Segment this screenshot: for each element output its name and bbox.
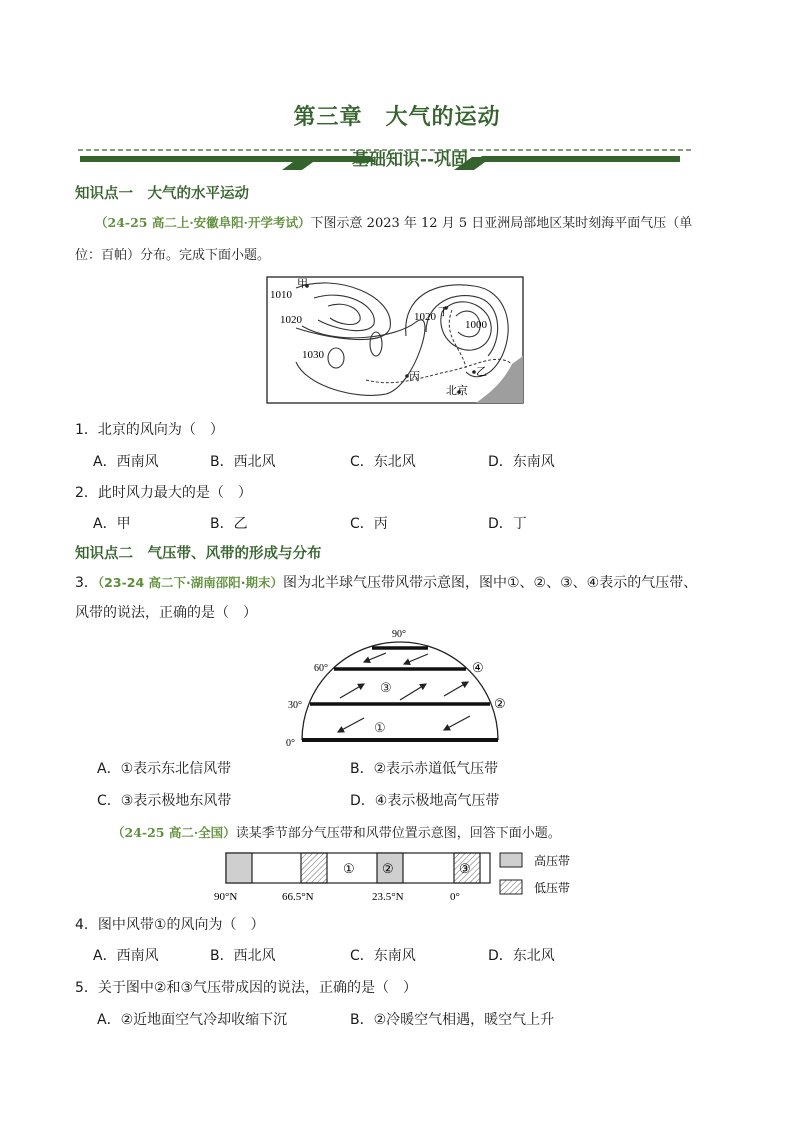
diagram-label-2: ② [494, 696, 506, 711]
belt-axis-23n: 23.5°N [372, 891, 404, 903]
group1-stem-line2: 位：百帕）分布。完成下面小题。 [75, 248, 271, 263]
legend-low-swatch [500, 880, 522, 894]
map-label-bing: 丙 [409, 371, 420, 383]
banner-right-bar [476, 156, 680, 162]
map-label-1010: 1010 [270, 289, 292, 301]
q3-source: （23-24 高二下·湖南邵阳·期末） [97, 575, 283, 590]
q5-option-b[interactable]: B．②冷暖空气相遇，暖空气上升 [350, 1012, 555, 1028]
group2-stem-text: 读某季节部分气压带和风带位置示意图，回答下面小题。 [235, 826, 561, 841]
group2-stem [112, 822, 561, 841]
legend-low-label: 低压带 [534, 881, 571, 895]
q2-option-a[interactable]: A．甲 [93, 516, 131, 532]
map-label-ding: 丁 [438, 306, 449, 318]
diagram-label-3: ③ [380, 680, 392, 695]
q4-option-b[interactable]: B．西北风 [210, 948, 276, 964]
lat-label-0: 0° [286, 738, 295, 748]
q5-option-a[interactable]: A．②近地面空气冷却收缩下沉 [97, 1012, 288, 1028]
q3-option-a[interactable]: A．①表示东北信风带 [97, 761, 232, 777]
map-label-1020-west: 1020 [280, 314, 302, 326]
wind-belt-diagram [282, 626, 518, 748]
belt-label-3: ③ [459, 861, 471, 876]
group1-stem-line1: 下图示意 2023 年 12 月 5 日亚洲局部地区某时刻海平面气压（单 [310, 216, 693, 231]
page-title: 第三章 大气的运动 [293, 105, 501, 130]
group2-source: （24-25 高二·全国） [112, 825, 236, 840]
map-label-1000: 1000 [465, 319, 487, 331]
q1-option-a[interactable]: A．西南风 [93, 454, 159, 470]
q3-option-c[interactable]: C．③表示极地东风带 [97, 793, 232, 809]
belt-label-1: ① [343, 861, 355, 876]
q3-stem-line1: 图为北半球气压带风带示意图，图中①、②、③、④表示的气压带、 [283, 575, 698, 591]
q2-option-d[interactable]: D．丁 [488, 516, 527, 532]
q4-option-a[interactable]: A．西南风 [93, 948, 159, 964]
q1-stem: 1．北京的风向为（ ） [75, 422, 224, 438]
diagram-label-1: ① [374, 720, 386, 735]
legend-high-swatch [500, 853, 522, 867]
q4-option-d[interactable]: D．东北风 [488, 948, 555, 964]
q2-option-b[interactable]: B．乙 [210, 516, 248, 532]
q3-number: 3． [75, 575, 98, 591]
q3-stem [75, 572, 697, 592]
group1-stem [95, 212, 692, 231]
banner-text: 基础知识--巩固 [351, 150, 469, 170]
map-label-yi: 乙 [476, 366, 487, 378]
section-banner [70, 140, 700, 176]
q2-stem: 2．此时风力最大的是（ ） [75, 485, 252, 501]
belt-axis-90n: 90°N [214, 891, 238, 903]
q4-option-c[interactable]: C．东南风 [350, 948, 416, 964]
pressure-belt-bar [210, 848, 590, 908]
map-label-1020-east: 1020 [414, 311, 436, 323]
map-label-1030: 1030 [302, 349, 324, 361]
belt-label-2: ② [382, 861, 394, 876]
q3-option-b[interactable]: B．②表示赤道低气压带 [350, 761, 499, 777]
q5-stem: 5．关于图中②和③气压带成因的说法，正确的是（ ） [75, 980, 418, 996]
knowledge-point-2: 知识点二 气压带、风带的形成与分布 [75, 546, 322, 562]
q1-option-c[interactable]: C．东北风 [350, 454, 416, 470]
lat-label-90: 90° [392, 629, 406, 640]
q3-option-d[interactable]: D．④表示极地高气压带 [350, 793, 500, 809]
q4-stem: 4．图中风带①的风向为（ ） [75, 917, 265, 933]
lat-label-30: 30° [288, 700, 302, 711]
diagram-label-4: ④ [472, 660, 484, 675]
q1-option-d[interactable]: D．东南风 [488, 454, 555, 470]
q3-stem-line2: 风带的说法，正确的是（ ） [75, 605, 257, 621]
map-label-beijing: 北京 [446, 385, 468, 397]
map-label-jia: 甲 [297, 278, 308, 290]
legend-high-label: 高压带 [534, 854, 571, 868]
belt-axis-66n: 66.5°N [282, 891, 314, 903]
knowledge-point-1: 知识点一 大气的水平运动 [75, 186, 249, 202]
isobar-map [266, 276, 524, 404]
banner-left-bar [80, 156, 376, 162]
belt-axis-0: 0° [450, 891, 460, 903]
q1-option-b[interactable]: B．西北风 [210, 454, 276, 470]
lat-label-60: 60° [314, 663, 328, 674]
q2-option-c[interactable]: C．丙 [350, 516, 388, 532]
group1-source: （24-25 高二上·安徽阜阳·开学考试） [95, 215, 311, 230]
